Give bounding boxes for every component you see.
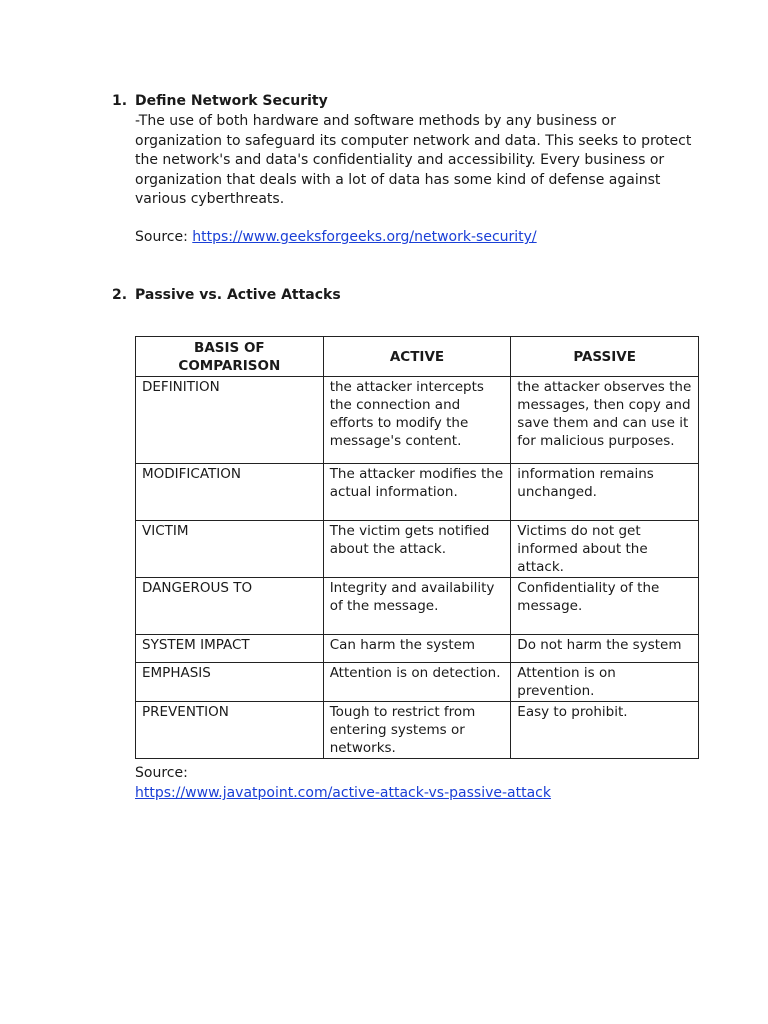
source-label: Source:	[135, 765, 188, 781]
list-number: 2.	[112, 287, 128, 303]
section-title: Define Network Security	[135, 93, 328, 109]
row-basis: SYSTEM IMPACT	[136, 635, 324, 663]
row-basis: VICTIM	[136, 521, 324, 578]
row-passive: Victims do not get informed about the attack.	[511, 521, 699, 578]
row-passive: Do not harm the system	[511, 635, 699, 663]
table-row	[136, 578, 699, 635]
row-passive: information remains unchanged.	[511, 464, 699, 521]
row-active: Can harm the system	[323, 635, 511, 663]
table-row	[136, 663, 699, 702]
row-passive: the attacker observes the messages, then copy and save them and can use it for malicious purposes.	[511, 377, 699, 464]
row-active: The victim gets notified about the attack.	[323, 521, 511, 578]
row-active: Integrity and availability of the message.	[323, 578, 511, 635]
row-active: the attacker intercepts the connection and efforts to modify the message's content.	[323, 377, 511, 464]
row-active: The attacker modifies the actual information.	[323, 464, 511, 521]
table-row	[136, 377, 699, 464]
source-line	[135, 229, 537, 245]
row-active: Attention is on detection.	[323, 663, 511, 702]
table-row	[136, 464, 699, 521]
row-basis: EMPHASIS	[136, 663, 324, 702]
table-row	[136, 702, 699, 759]
source-link[interactable]: https://www.javatpoint.com/active-attack-vs-passive-attack	[135, 785, 551, 801]
row-basis: PREVENTION	[136, 702, 324, 759]
header-basis: BASIS OF COMPARISON	[136, 337, 324, 377]
section-title: Passive vs. Active Attacks	[135, 287, 341, 303]
row-basis: DANGEROUS TO	[136, 578, 324, 635]
row-basis: MODIFICATION	[136, 464, 324, 521]
table-row	[136, 635, 699, 663]
header-passive: PASSIVE	[511, 337, 699, 377]
row-active: Tough to restrict from entering systems or networks.	[323, 702, 511, 759]
comparison-table	[135, 336, 699, 759]
row-passive: Confidentiality of the message.	[511, 578, 699, 635]
row-passive: Easy to prohibit.	[511, 702, 699, 759]
header-active: ACTIVE	[323, 337, 511, 377]
table-row	[136, 521, 699, 578]
source-block	[135, 763, 551, 803]
row-passive: Attention is on prevention.	[511, 663, 699, 702]
list-number: 1.	[112, 93, 128, 109]
table-header-row	[136, 337, 699, 377]
definition-paragraph: -The use of both hardware and software methods by any business or organization to safeguard its computer network and data. This seeks to protect the network's and data's confidentiality and accessibility. Every business or organization that deals with a lot of data has some kind of defense against various cyberthreats.	[135, 113, 692, 207]
row-basis: DEFINITION	[136, 377, 324, 464]
source-link[interactable]: https://www.geeksforgeeks.org/network-security/	[192, 229, 537, 245]
source-label: Source:	[135, 229, 188, 245]
